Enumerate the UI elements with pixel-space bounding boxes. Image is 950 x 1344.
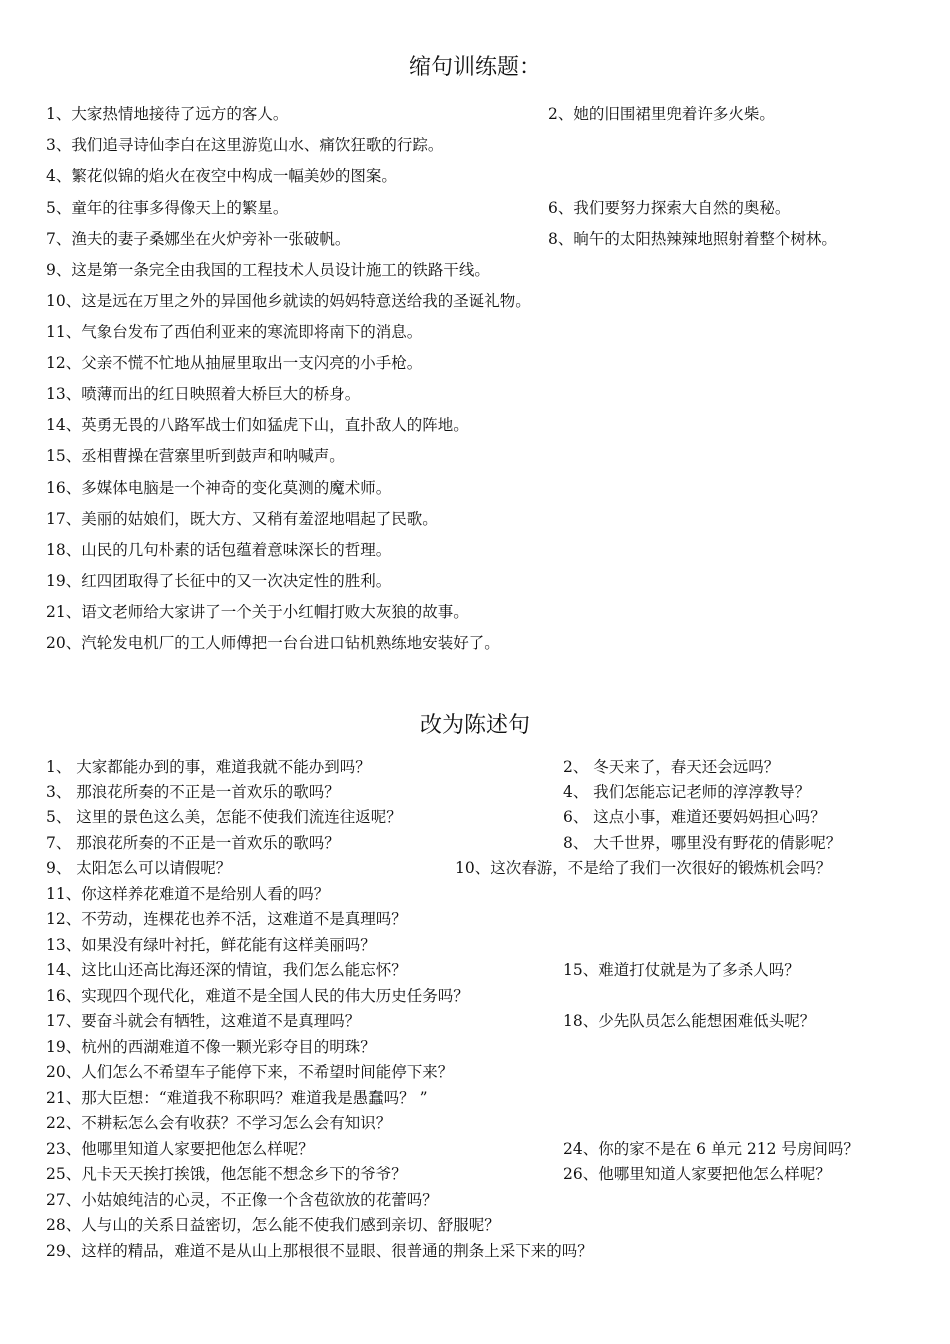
- question-item: 2、 冬天来了，春天还会远吗？: [563, 758, 780, 776]
- question-item: 20、人们怎么不希望车子能停下来，不希望时间能停下来？: [46, 1063, 454, 1081]
- question-item: 3、 那浪花所奏的不正是一首欢乐的歌吗？: [46, 783, 340, 801]
- question-item: 11、你这样养花难道不是给别人看的吗？: [46, 885, 330, 903]
- question-item: 14、这比山还高比海还深的情谊，我们怎么能忘怀？: [46, 961, 407, 979]
- sentence-item: 5、童年的往事多得像天上的繁星。: [46, 199, 289, 217]
- sentence-item: 14、英勇无畏的八路军战士们如猛虎下山，直扑敌人的阵地。: [46, 416, 469, 434]
- question-item: 12、不劳动，连棵花也养不活，这难道不是真理吗？: [46, 910, 407, 928]
- sentence-item: 18、山民的几句朴素的话包蕴着意味深长的哲理。: [46, 541, 392, 559]
- question-item: 4、 我们怎能忘记老师的淳淳教导？: [563, 783, 811, 801]
- sentence-item: 3、我们追寻诗仙李白在这里游览山水、痛饮狂歌的行踪。: [46, 136, 444, 154]
- sentence-item: 20、汽轮发电机厂的工人师傅把一台台进口钻机熟练地安装好了。: [46, 634, 500, 652]
- sentence-item: 7、渔夫的妻子桑娜坐在火炉旁补一张破帆。: [46, 230, 351, 248]
- question-item: 25、凡卡天天挨打挨饿，他怎能不想念乡下的爷爷？: [46, 1165, 407, 1183]
- sentence-item: 21、语文老师给大家讲了一个关于小红帽打败大灰狼的故事。: [46, 603, 469, 621]
- question-item: 8、 大千世界，哪里没有野花的倩影呢？: [563, 834, 842, 852]
- question-item: 7、 那浪花所奏的不正是一首欢乐的歌吗？: [46, 834, 340, 852]
- question-item: 27、小姑娘纯洁的心灵，不正像一个含苞欲放的花蕾吗？: [46, 1191, 438, 1209]
- sentence-item: 12、父亲不慌不忙地从抽屉里取出一支闪亮的小手枪。: [46, 354, 423, 372]
- question-item: 29、这样的精品，难道不是从山上那根很不显眼、很普通的荆条上采下来的吗？: [46, 1242, 593, 1260]
- sentence-item: 4、繁花似锦的焰火在夜空中构成一幅美妙的图案。: [46, 167, 397, 185]
- question-item: 19、杭州的西湖难道不像一颗光彩夺目的明珠？: [46, 1038, 376, 1056]
- question-item: 17、要奋斗就会有牺牲，这难道不是真理吗？: [46, 1012, 361, 1030]
- question-item: 1、 大家都能办到的事，难道我就不能办到吗？: [46, 758, 371, 776]
- question-item: 16、实现四个现代化，难道不是全国人民的伟大历史任务吗？: [46, 987, 469, 1005]
- sentence-item: 16、多媒体电脑是一个神奇的变化莫测的魔术师。: [46, 479, 392, 497]
- sentence-item: 13、喷薄而出的红日映照着大桥巨大的桥身。: [46, 385, 361, 403]
- sentence-item: 6、我们要努力探索大自然的奥秘。: [548, 199, 791, 217]
- question-item: 6、 这点小事，难道还要妈妈担心吗？: [563, 808, 826, 826]
- question-item: 9、 太阳怎么可以请假呢？: [46, 859, 232, 877]
- question-item: 21、那大臣想：“难道我不称职吗？难道我是愚蠢吗？ ”: [46, 1089, 428, 1107]
- sentence-item: 9、这是第一条完全由我国的工程技术人员设计施工的铁路干线。: [46, 261, 490, 279]
- sentence-item: 8、晌午的太阳热辣辣地照射着整个树林。: [548, 230, 837, 248]
- sentence-item: 2、她的旧围裙里兜着许多火柴。: [548, 105, 775, 123]
- question-item: 5、 这里的景色这么美，怎能不使我们流连往返呢？: [46, 808, 402, 826]
- question-item: 24、你的家不是在 6 单元 212 号房间吗？: [563, 1140, 859, 1158]
- sentence-item: 1、大家热情地接待了远方的客人。: [46, 105, 289, 123]
- section-2-title: 改为陈述句: [419, 713, 530, 738]
- question-item: 26、他哪里知道人家要把他怎么样呢？: [563, 1165, 831, 1183]
- section-1-title: 缩句训练题：: [408, 55, 541, 80]
- question-item: 15、难道打仗就是为了多杀人吗？: [563, 961, 800, 979]
- question-item: 18、少先队员怎么能想困难低头呢？: [563, 1012, 816, 1030]
- question-item: 23、他哪里知道人家要把他怎么样呢？: [46, 1140, 314, 1158]
- question-item: 22、不耕耘怎么会有收获？不学习怎么会有知识？: [46, 1114, 392, 1132]
- question-item: 10、这次春游，不是给了我们一次很好的锻炼机会吗？: [455, 859, 832, 877]
- sentence-item: 11、气象台发布了西伯利亚来的寒流即将南下的消息。: [46, 323, 423, 341]
- sentence-item: 10、这是远在万里之外的异国他乡就读的妈妈特意送给我的圣诞礼物。: [46, 292, 531, 310]
- sentence-item: 17、美丽的姑娘们，既大方、又稍有羞涩地唱起了民歌。: [46, 510, 438, 528]
- sentence-item: 19、红四团取得了长征中的又一次决定性的胜利。: [46, 572, 392, 590]
- question-item: 28、人与山的关系日益密切，怎么能不使我们感到亲切、舒服呢？: [46, 1216, 500, 1234]
- question-item: 13、如果没有绿叶衬托，鲜花能有这样美丽吗？: [46, 936, 376, 954]
- sentence-item: 15、丞相曹操在营寨里听到鼓声和呐喊声。: [46, 447, 345, 465]
